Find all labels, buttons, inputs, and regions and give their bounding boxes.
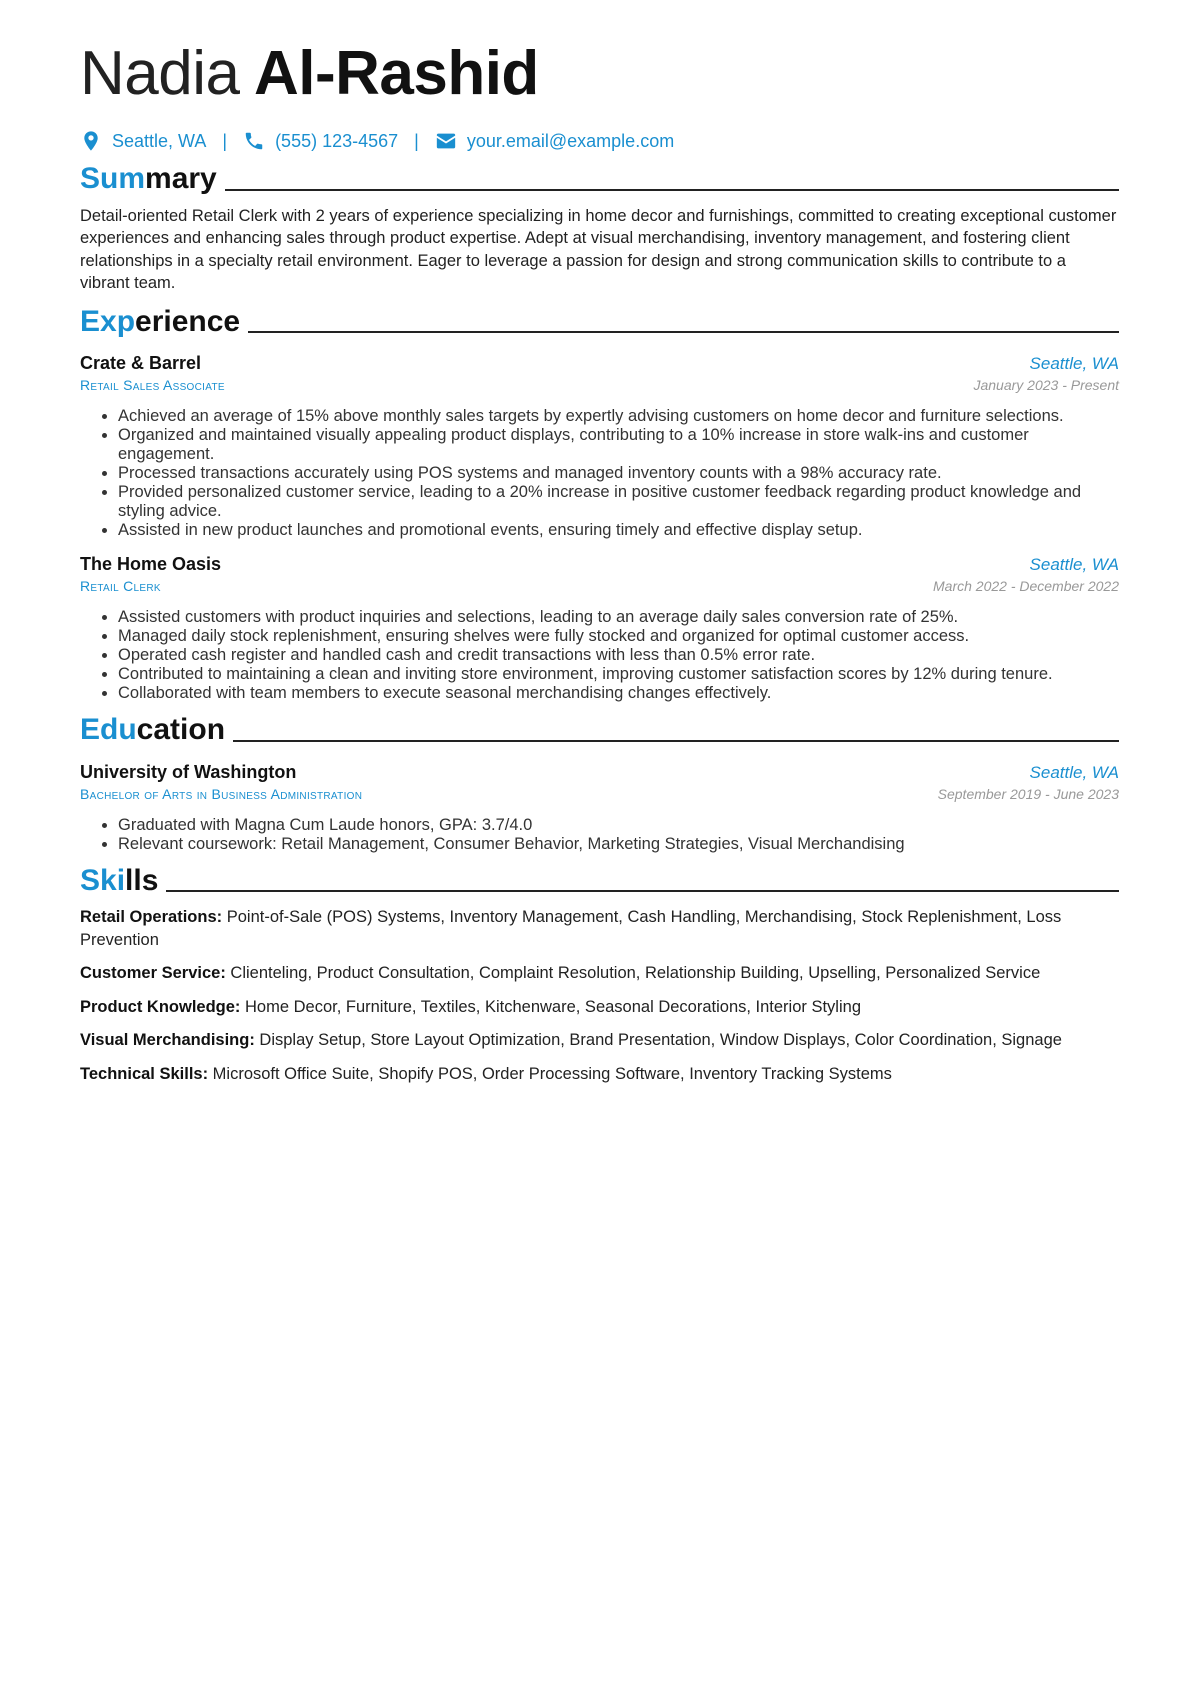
skill-row (80, 962, 1119, 985)
skill-row (80, 1063, 1119, 1086)
bullet-item: • Graduated with Magna Cum Laude honors, GPA: 3.7/4.0 (118, 816, 1119, 835)
school-name: University of Washington (80, 761, 297, 782)
entry-dates: January 2023 - Present (973, 377, 1119, 394)
experience-entry (80, 554, 1119, 703)
skill-category: Customer Service: (80, 964, 226, 983)
contact-separator: | (414, 130, 419, 151)
bullet-item: • Organized and maintained visually appealing product displays, contributing to a 10% increase in store walk-ins and customer engagement. (118, 426, 1119, 464)
skill-values: Clienteling, Product Consultation, Complaint Resolution, Relationship Building, Upselling, Personalized Service (230, 964, 1041, 983)
bullet-item: • Processed transactions accurately using POS systems and managed inventory counts with a 98% accuracy rate. (118, 464, 1119, 483)
section-title: Summary (80, 162, 217, 196)
bullet-item: • Assisted in new product launches and promotional events, ensuring timely and effective display setup. (118, 521, 1119, 540)
bullet-item: • Collaborated with team members to execute seasonal merchandising changes effectively. (118, 684, 1119, 703)
email-text: your.email@example.com (466, 130, 675, 151)
entry-location: Seattle, WA (1029, 555, 1119, 575)
skill-values: Microsoft Office Suite, Shopify POS, Order Processing Software, Inventory Tracking Systems (212, 1064, 892, 1083)
degree-title: Bachelor of Arts in Business Administration (80, 785, 363, 802)
bullet-item: • Contributed to maintaining a clean and inviting store environment, improving customer satisfaction scores by 12% during tenure. (118, 665, 1119, 684)
bullet-item: • Provided personalized customer service, leading to a 20% increase in positive customer feedback regarding product knowledge and styling advice. (118, 483, 1119, 521)
contact-bar (80, 130, 1119, 152)
skill-values: Display Setup, Store Layout Optimization, Brand Presentation, Window Displays, Color Coordination, Signage (259, 1031, 1062, 1050)
summary-heading (80, 162, 1119, 197)
bullet-item: • Achieved an average of 15% above monthly sales targets by expertly advising customers on home decor and furniture selections. (118, 407, 1119, 426)
section-rule (225, 189, 1119, 191)
employer-name: The Home Oasis (80, 554, 222, 575)
skill-category: Retail Operations: (80, 908, 223, 927)
location-text: Seattle, WA (112, 130, 207, 151)
skill-row (80, 996, 1119, 1019)
skill-values: Home Decor, Furniture, Textiles, Kitchenware, Seasonal Decorations, Interior Styling (245, 997, 861, 1016)
bullet-list (80, 816, 1119, 854)
skill-row (80, 906, 1119, 951)
bullet-item: • Relevant coursework: Retail Management, Consumer Behavior, Marketing Strategies, Visual Merchandising (118, 835, 1119, 854)
skill-category: Technical Skills: (80, 1064, 209, 1083)
skill-category: Product Knowledge: (80, 997, 241, 1016)
bullet-item: • Assisted customers with product inquiries and selections, leading to an average daily sales conversion rate of 25%. (118, 608, 1119, 627)
contact-location (80, 130, 206, 152)
section-rule (166, 890, 1119, 892)
contact-email[interactable] (435, 130, 674, 152)
section-title: Experience (80, 304, 241, 338)
envelope-icon (435, 130, 457, 152)
skills-list (80, 906, 1119, 1085)
entry-dates: September 2019 - June 2023 (937, 785, 1119, 802)
skills-heading (80, 864, 1119, 899)
phone-icon (243, 130, 265, 152)
education-entry (80, 762, 1119, 854)
entry-location: Seattle, WA (1029, 354, 1119, 374)
section-rule (248, 331, 1119, 333)
candidate-name (80, 40, 1119, 108)
entry-dates: March 2022 - December 2022 (933, 578, 1119, 595)
first-name: Nadia (80, 39, 240, 108)
contact-phone[interactable] (243, 130, 398, 152)
resume-content (80, 40, 1119, 1096)
skill-row (80, 1029, 1119, 1052)
section-title: Skills (80, 863, 159, 897)
job-title: Retail Clerk (80, 578, 161, 595)
skill-category: Visual Merchandising: (80, 1031, 255, 1050)
education-heading (80, 713, 1119, 748)
bullet-item: • Operated cash register and handled cash and credit transactions with less than 0.5% error rate. (118, 646, 1119, 665)
experience-entry (80, 353, 1119, 540)
phone-text: (555) 123-4567 (275, 130, 399, 151)
summary-text: Detail-oriented Retail Clerk with 2 years of experience specializing in home decor and furnishings, committed to creating exceptional customer experiences and enhancing sales through product expertise. Adept at visual merchandising, inventory management, and fostering client relationships in a specialty retail environment. Eager to leverage a passion for design and strong communication skills to contribute to a vibrant team. (80, 206, 1117, 293)
bullet-list (80, 608, 1119, 703)
employer-name: Crate & Barrel (80, 353, 202, 374)
section-rule (233, 740, 1119, 742)
section-title: Education (80, 713, 226, 747)
entry-location: Seattle, WA (1029, 762, 1119, 782)
experience-heading (80, 305, 1119, 340)
job-title: Retail Sales Associate (80, 377, 225, 394)
bullet-list (80, 407, 1119, 540)
bullet-item: • Managed daily stock replenishment, ensuring shelves were fully stocked and organized for optimal customer access. (118, 627, 1119, 646)
skill-values: Point-of-Sale (POS) Systems, Inventory Management, Cash Handling, Merchandising, Stock Replenishment, Loss Prevention (80, 908, 1062, 949)
last-name: Al-Rashid (253, 39, 539, 108)
map-marker-icon (80, 130, 102, 152)
contact-separator: | (222, 130, 228, 151)
